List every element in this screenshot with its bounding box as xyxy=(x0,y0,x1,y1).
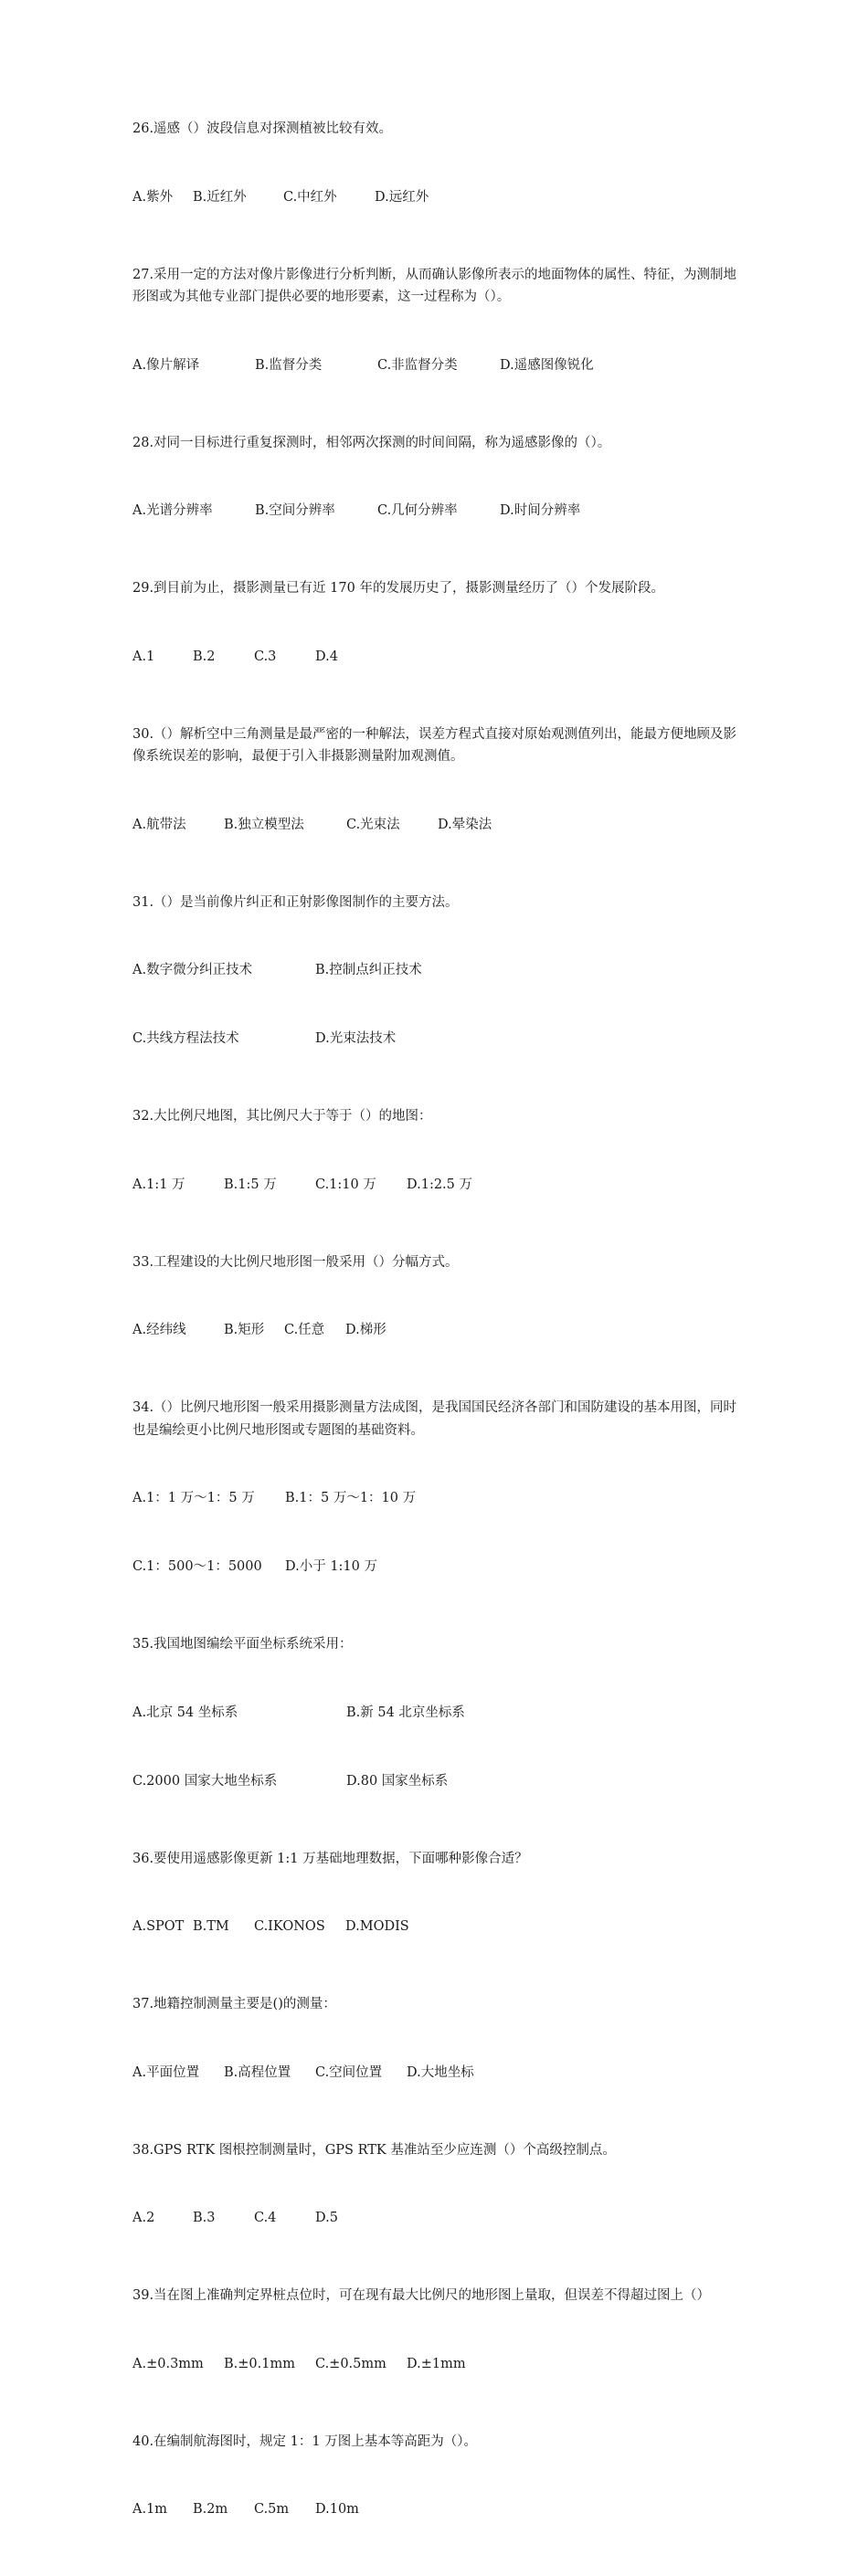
question-options xyxy=(132,913,740,1096)
question-options xyxy=(132,1870,740,1984)
question-34 xyxy=(132,1397,740,1624)
question-30 xyxy=(132,723,740,882)
option-b: B.新 54 北京坐标系 xyxy=(346,1705,465,1720)
option-b: B.空间分辨率 xyxy=(255,503,335,518)
question-39 xyxy=(132,2285,740,2422)
option-a: A.北京 54 坐标系 xyxy=(132,1705,238,1720)
question-options xyxy=(132,1273,740,1388)
option-c: C.2000 国家大地坐标系 xyxy=(132,1773,278,1789)
option-a: A.1m xyxy=(132,2502,168,2517)
option-c: C.3 xyxy=(254,649,277,664)
option-d: D.光束法技术 xyxy=(315,1031,397,1046)
question-options xyxy=(132,768,740,882)
question-text: 39.当在图上准确判定界桩点位时，可在现有最大比例尺的地形图上量取，但误差不得超过图上（） xyxy=(132,2288,711,2303)
option-b: B.1：5 万～1：10 万 xyxy=(285,1491,417,1505)
option-d: D.4 xyxy=(315,649,338,664)
option-d: D.10m xyxy=(315,2502,359,2517)
question-list xyxy=(132,118,740,2576)
option-b: B.TM xyxy=(193,1919,229,1934)
question-options xyxy=(132,2016,740,2130)
question-text: 36.要使用遥感影像更新 1:1 万基础地理数据，下面哪种影像合适？ xyxy=(132,1851,528,1866)
option-c: C.任意 xyxy=(284,1323,325,1337)
option-b: B.1:5 万 xyxy=(224,1177,277,1192)
option-a: A.像片解译 xyxy=(132,357,200,373)
option-c: C.4 xyxy=(254,2211,277,2225)
question-options xyxy=(132,1441,740,1624)
question-38 xyxy=(132,2139,740,2276)
question-options xyxy=(132,1656,740,1839)
option-d: D.梯形 xyxy=(345,1323,386,1337)
question-options xyxy=(132,2161,740,2275)
option-a: A.SPOT xyxy=(132,1919,185,1934)
question-27 xyxy=(132,264,740,423)
question-text: 29.到目前为止，摄影测量已有近 170 年的发展历史了，摄影测量经历了（）个发展阶段。 xyxy=(132,581,664,596)
question-options xyxy=(132,1128,740,1242)
option-a: A.平面位置 xyxy=(132,2064,200,2080)
question-40 xyxy=(132,2431,740,2568)
option-c: C.非监督分类 xyxy=(377,357,458,373)
question-text: 26.遥感（）波段信息对探测植被比较有效。 xyxy=(132,121,393,136)
question-options xyxy=(132,309,740,423)
option-d: D.MODIS xyxy=(345,1919,409,1934)
question-text: 33.工程建设的大比例尺地形图一般采用（）分幅方式。 xyxy=(132,1254,459,1270)
question-text: 35.我国地图编绘平面坐标系统采用： xyxy=(132,1637,353,1652)
option-b: B.独立模型法 xyxy=(224,817,304,832)
question-text: 40.在编制航海图时，规定 1：1 万图上基本等高距为（）。 xyxy=(132,2433,477,2449)
option-d: D.1:2.5 万 xyxy=(407,1177,472,1192)
question-options xyxy=(132,600,740,714)
option-d: D.小于 1:10 万 xyxy=(285,1559,377,1574)
option-c: C.空间位置 xyxy=(315,2064,383,2080)
option-c: C.中红外 xyxy=(283,189,337,205)
question-options xyxy=(132,2307,740,2422)
option-a: A.数字微分纠正技术 xyxy=(132,963,253,977)
option-a: A.±0.3mm xyxy=(132,2356,204,2371)
option-a: A.1:1 万 xyxy=(132,1177,185,1192)
question-37 xyxy=(132,1993,740,2130)
option-c: C.5m xyxy=(254,2502,290,2517)
question-text: 27.采用一定的方法对像片影像进行分析判断，从而确认影像所表示的地面物体的属性、特征，为测制地形图或为其他专业部门提供必要的地形要素，这一过程称为（）。 xyxy=(132,267,737,304)
option-a: A.光谱分辨率 xyxy=(132,503,213,518)
question-options xyxy=(132,141,740,255)
option-b: B.控制点纠正技术 xyxy=(315,963,422,977)
option-c: C.1:10 万 xyxy=(315,1177,376,1192)
option-d: D.时间分辨率 xyxy=(500,503,581,518)
option-a: A.1：1 万～1：5 万 xyxy=(132,1491,255,1505)
option-c: C.几何分辨率 xyxy=(377,503,458,518)
question-text: 30.（）解析空中三角测量是最严密的一种解法，误差方程式直接对原始观测值列出，能最方便地顾及影像系统误差的影响，最便于引入非摄影测量附加观测值。 xyxy=(132,726,737,764)
option-d: D.5 xyxy=(315,2211,338,2225)
option-c: C.光束法 xyxy=(346,817,400,832)
option-d: D.大地坐标 xyxy=(407,2064,474,2080)
option-d: D.晕染法 xyxy=(438,817,492,832)
option-b: B.2m xyxy=(193,2502,228,2517)
question-text: 34.（）比例尺地形图一般采用摄影测量方法成图，是我国国民经济各部门和国防建设的基本用图，同时也是编绘更小比例尺地形图或专题图的基础资料。 xyxy=(132,1400,737,1438)
option-d: D.±1mm xyxy=(407,2356,466,2371)
question-text: 31.（）是当前像片纠正和正射影像图制作的主要方法。 xyxy=(132,894,459,910)
option-b: B.3 xyxy=(193,2211,216,2225)
question-text: 38.GPS RTK 图根控制测量时，GPS RTK 基准站至少应连测（）个高级控制点。 xyxy=(132,2142,616,2158)
question-35 xyxy=(132,1633,740,1839)
option-b: B.矩形 xyxy=(224,1323,265,1337)
option-a: A.经纬线 xyxy=(132,1323,186,1337)
option-b: B.监督分类 xyxy=(255,357,323,373)
question-text: 28.对同一目标进行重复探测时，相邻两次探测的时间间隔，称为遥感影像的（）。 xyxy=(132,435,611,450)
option-b: B.高程位置 xyxy=(224,2064,291,2080)
option-a: A.2 xyxy=(132,2211,155,2225)
option-a: A.紫外 xyxy=(132,189,174,205)
question-33 xyxy=(132,1251,740,1388)
option-c: C.1：500～1：5000 xyxy=(132,1559,262,1574)
question-28 xyxy=(132,432,740,569)
option-a: A.1 xyxy=(132,649,155,664)
option-b: B.2 xyxy=(193,649,216,664)
question-text: 32.大比例尺地图，其比例尺大于等于（）的地图： xyxy=(132,1109,432,1124)
question-29 xyxy=(132,577,740,714)
option-c: C.±0.5mm xyxy=(315,2356,386,2371)
option-c: C.IKONOS xyxy=(254,1919,325,1934)
question-text: 37.地籍控制测量主要是()的测量： xyxy=(132,1997,336,2011)
option-b: B.±0.1mm xyxy=(224,2356,295,2371)
question-32 xyxy=(132,1105,740,1242)
option-d: D.远红外 xyxy=(375,189,429,205)
option-d: D.80 国家坐标系 xyxy=(346,1773,449,1789)
option-a: A.航带法 xyxy=(132,817,186,832)
question-31 xyxy=(132,892,740,1097)
question-options xyxy=(132,2453,740,2567)
option-d: D.遥感图像锐化 xyxy=(500,357,594,373)
question-options xyxy=(132,454,740,568)
question-36 xyxy=(132,1848,740,1985)
option-c: C.共线方程法技术 xyxy=(132,1031,239,1046)
question-26 xyxy=(132,118,740,255)
option-b: B.近红外 xyxy=(193,189,247,205)
